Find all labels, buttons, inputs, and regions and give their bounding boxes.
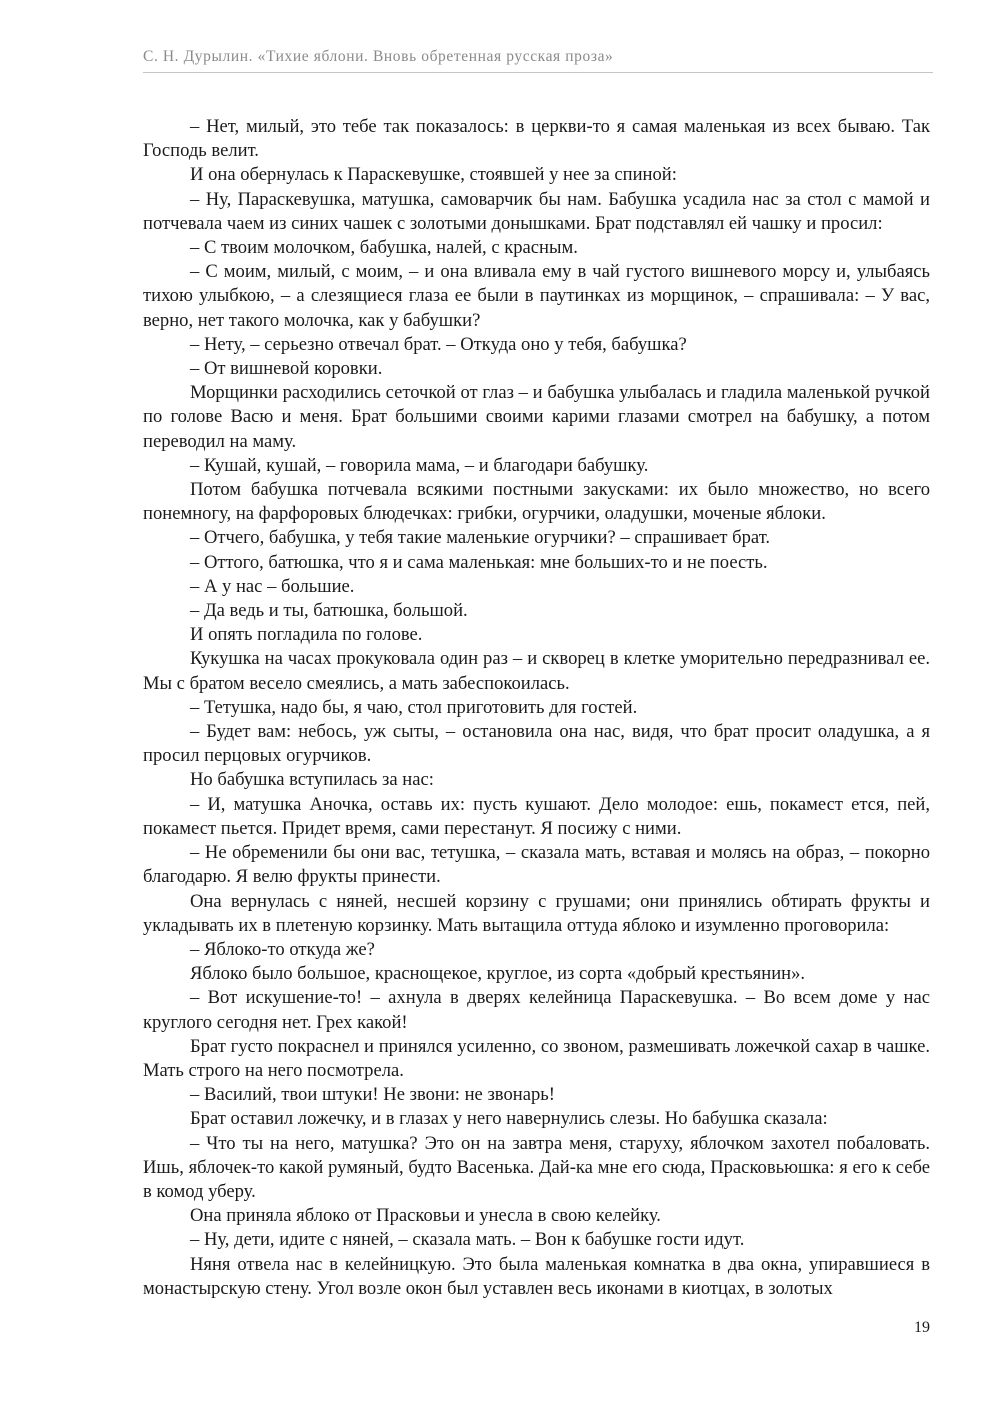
paragraph: И опять погладила по голове.: [190, 624, 423, 646]
paragraph: – Тетушка, надо бы, я чаю, стол приготовить для гостей.: [190, 696, 638, 718]
paragraph: – А у нас – большие.: [190, 575, 355, 597]
paragraph: – С моим, милый, с моим, – и она вливала ему в чай густого вишневого морсу и, улыбаясь тихою улыбкою, – а слезящиеся глаза ее были в паутинках из морщинок, – спрашивала: – У вас, верно, нет такого молочка, как у бабушки?: [143, 261, 930, 331]
paragraph: – Ну, дети, идите с няней, – сказала мать. – Вон к бабушке гости идут.: [190, 1229, 745, 1251]
paragraph: Брат оставил ложечку, и в глазах у него навернулись слезы. Но бабушка сказала:: [190, 1108, 828, 1130]
paragraph: Кукушка на часах прокуковала один раз – и скворец в клетке уморительно передразнивал ее. Мы с братом весело смеялись, а мать забеспокоилась.: [143, 648, 930, 694]
paragraph: – Оттого, батюшка, что я и сама маленькая: мне больших-то и не поесть.: [190, 551, 768, 573]
paragraph: – И, матушка Аночка, оставь их: пусть кушают. Дело молодое: ешь, покамест ется, пей, покамест пьется. Придет время, сами перестанут. Я посижу с ними.: [143, 793, 930, 839]
paragraph: Няня отвела нас в келейницкую. Это была маленькая комнатка в два окна, упиравшиеся в монастырскую стену. Угол возле окон был уставлен весь иконами в киотцах, в золотых: [143, 1253, 930, 1299]
body-text: [143, 115, 930, 1301]
paragraph: И она обернулась к Параскевушке, стоявшей у нее за спиной:: [190, 164, 677, 186]
paragraph: Она приняла яблоко от Прасковьи и унесла в свою келейку.: [190, 1205, 661, 1227]
paragraph: – Не обременили бы они вас, тетушка, – сказала мать, вставая и молясь на образ, – покорно благодарю. Я велю фрукты принести.: [143, 842, 930, 888]
paragraph: – С твоим молочком, бабушка, налей, с красным.: [190, 237, 578, 259]
paragraph: – От вишневой коровки.: [190, 358, 383, 380]
paragraph: – Нет, милый, это тебе так показалось: в церкви-то я самая маленькая из всех бываю. Так Господь велит.: [143, 116, 930, 162]
page-number: 19: [914, 1319, 930, 1336]
paragraph: Потом бабушка потчевала всякими постными закусками: их было множество, но всего понемногу, на фарфоровых блюдечках: грибки, огурчики, оладушки, моченые яблоки.: [143, 479, 930, 525]
paragraph: – Да ведь и ты, батюшка, большой.: [190, 600, 468, 622]
paragraph: – Василий, твои штуки! Не звони: не звонарь!: [190, 1084, 555, 1106]
paragraph: – Отчего, бабушка, у тебя такие маленькие огурчики? – спрашивает брат.: [190, 527, 771, 549]
paragraph: Морщинки расходились сеточкой от глаз – и бабушка улыбалась и гладила маленькой ручкой по голове Васю и меня. Брат большими своими карими глазами смотрел на бабушку, а потом переводил на маму.: [143, 382, 930, 452]
paragraph: – Ну, Параскевушка, матушка, самоварчик бы нам. Бабушка усадила нас за стол с мамой и потчевала чаем из синих чашек с золотыми донышками. Брат подставлял ей чашку и просил:: [143, 188, 930, 234]
header-divider: [143, 72, 933, 73]
paragraph: – Яблоко-то откуда же?: [190, 938, 375, 960]
paragraph: – Будет вам: небось, уж сыты, – остановила она нас, видя, что брат просит оладушка, а я просил перцовых огурчиков.: [143, 721, 930, 767]
paragraph: Она вернулась с няней, несшей корзину с грушами; они принялись обтирать фрукты и укладывать их в плетеную корзинку. Мать вытащила оттуда яблоко и изумленно проговорила:: [143, 890, 930, 936]
paragraph: – Нету, – серьезно отвечал брат. – Откуда оно у тебя, бабушка?: [190, 333, 687, 355]
paragraph: Яблоко было большое, краснощекое, круглое, из сорта «добрый крестьянин».: [190, 963, 806, 985]
paragraph: – Что ты на него, матушка? Это он на завтра меня, старуху, яблочком захотел побаловать. Ишь, яблочек-то какой румяный, будто Васенька. Дай-ка мне его сюда, Прасковьюшка: я его к себе в комод уберу.: [143, 1132, 930, 1202]
paragraph: – Вот искушение-то! – ахнула в дверях келейница Параскевушка. – Во всем доме у нас круглого сегодня нет. Грех какой!: [143, 987, 930, 1033]
paragraph: – Кушай, кушай, – говорила мама, – и благодари бабушку.: [190, 454, 649, 476]
paragraph: Брат густо покраснел и принялся усиленно, со звоном, размешивать ложечкой сахар в чашке. Мать строго на него посмотрела.: [143, 1035, 930, 1081]
paragraph: Но бабушка вступилась за нас:: [190, 769, 434, 791]
running-head: С. Н. Дурылин. «Тихие яблони. Вновь обретенная русская проза»: [143, 48, 614, 65]
